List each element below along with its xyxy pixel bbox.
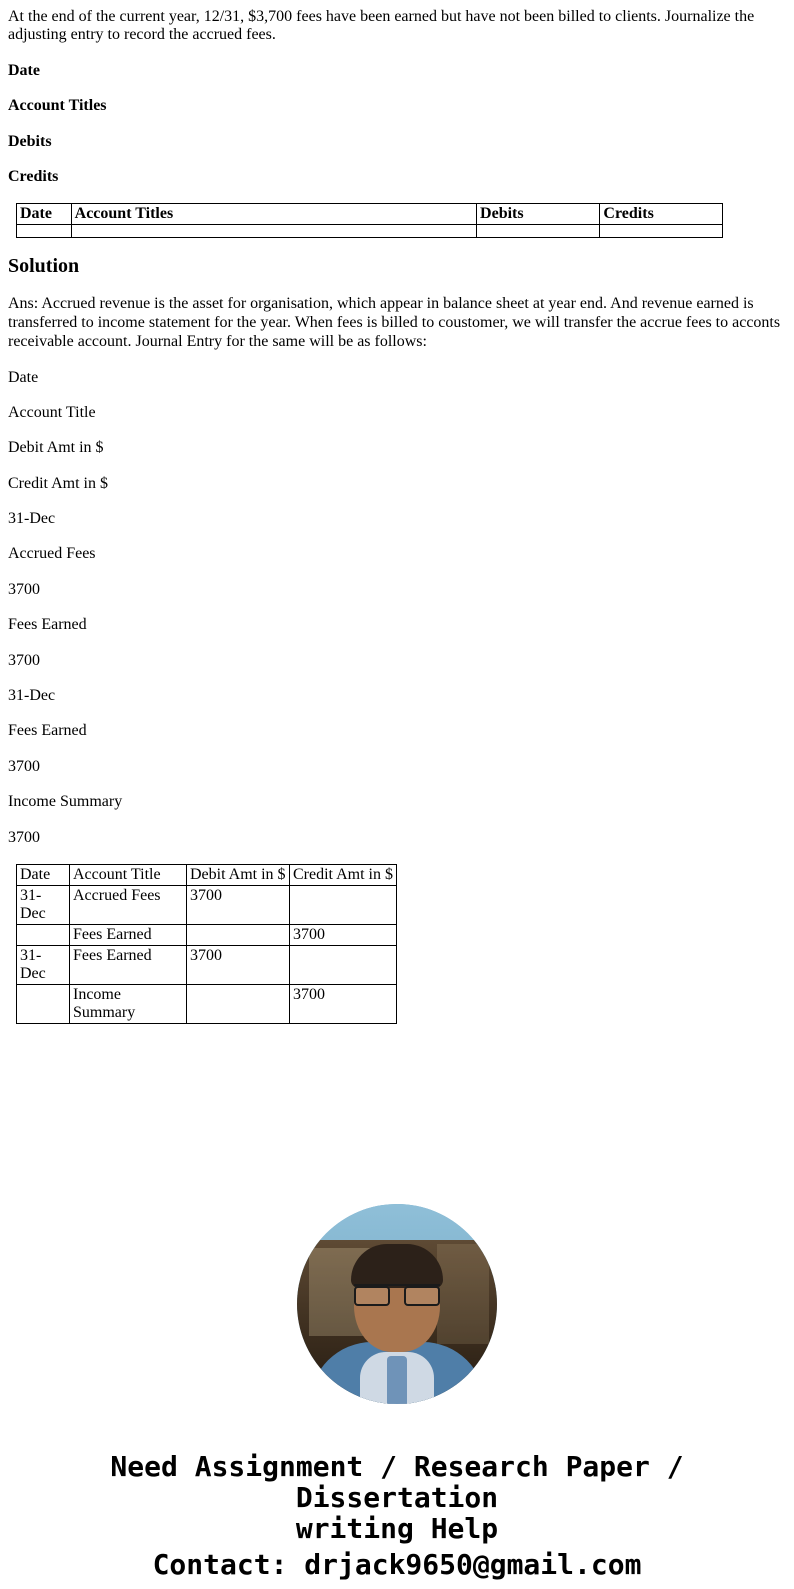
header-cell-credits: Credits bbox=[600, 204, 723, 225]
cell-date bbox=[17, 225, 72, 238]
solution-line-credit-amt: Credit Amt in $ bbox=[8, 474, 108, 492]
table-header-row bbox=[17, 864, 397, 885]
solution-line-accrued-fees: Accrued Fees bbox=[8, 545, 96, 563]
cell-account-title bbox=[71, 225, 476, 238]
solution-line-amount-1: 3700 bbox=[8, 580, 40, 598]
cell-credit: 3700 bbox=[290, 984, 397, 1023]
cell-credit bbox=[290, 945, 397, 984]
problem-statement: At the end of the current year, 12/31, $3,700 fees have been earned but have not been billed to clients. Journalize the adjusting entry to record the accrued fees. bbox=[8, 8, 755, 44]
header-cell-account-title: Account Title bbox=[70, 864, 187, 885]
header-cell-account-titles: Account Titles bbox=[71, 204, 476, 225]
cell-debit bbox=[477, 225, 600, 238]
solution-line-income-summary: Income Summary bbox=[8, 793, 123, 811]
cell-date: 31-Dec bbox=[17, 885, 70, 924]
solution-line-fees-earned-2: Fees Earned bbox=[8, 722, 87, 740]
table-row bbox=[17, 885, 397, 924]
label-debits: Debits bbox=[8, 132, 52, 150]
cell-debit bbox=[187, 984, 290, 1023]
journal-entry-table bbox=[16, 864, 397, 1024]
solution-line-date-1: 31-Dec bbox=[8, 510, 56, 528]
table-row bbox=[17, 225, 723, 238]
header-cell-date: Date bbox=[17, 204, 72, 225]
label-account-titles: Account Titles bbox=[8, 97, 107, 115]
solution-line-amount-4: 3700 bbox=[8, 828, 40, 846]
cell-date bbox=[17, 924, 70, 945]
cell-date: 31-Dec bbox=[17, 945, 70, 984]
cell-account-title: Fees Earned bbox=[70, 945, 187, 984]
blank-journal-table bbox=[16, 203, 723, 238]
solution-line-account-title: Account Title bbox=[8, 403, 96, 421]
solution-line-fees-earned-1: Fees Earned bbox=[8, 616, 87, 634]
promo-contact-line: Contact: drjack9650@gmail.com bbox=[152, 1548, 642, 1582]
header-cell-credit-amt: Credit Amt in $ bbox=[290, 864, 397, 885]
table-row bbox=[17, 945, 397, 984]
label-date: Date bbox=[8, 61, 40, 79]
solution-line-date-2: 31-Dec bbox=[8, 687, 56, 705]
cell-credit: 3700 bbox=[290, 924, 397, 945]
header-cell-debits: Debits bbox=[477, 204, 600, 225]
cell-credit bbox=[600, 225, 723, 238]
promo-line-1: Need Assignment / Research Paper / Dissertation bbox=[110, 1449, 684, 1514]
header-cell-date: Date bbox=[17, 864, 70, 885]
solution-answer-text: Ans: Accrued revenue is the asset for organisation, which appear in balance sheet at year end. And revenue earned is transferred to income statement for the year. When fees is billed to coustomer, we will transfer the accrue fees to acconts receivable account. Journal Entry for the same will be as follows: bbox=[8, 295, 781, 350]
promo-footer bbox=[8, 1204, 786, 1581]
cell-debit: 3700 bbox=[187, 945, 290, 984]
cell-account-title: Income Summary bbox=[70, 984, 187, 1023]
table-row bbox=[17, 984, 397, 1023]
avatar-tie bbox=[387, 1356, 407, 1404]
solution-line-debit-amt: Debit Amt in $ bbox=[8, 439, 104, 457]
label-credits: Credits bbox=[8, 167, 59, 185]
table-header-row bbox=[17, 204, 723, 225]
cell-debit: 3700 bbox=[187, 885, 290, 924]
cell-debit bbox=[187, 924, 290, 945]
avatar-wrapper bbox=[8, 1204, 786, 1404]
cell-account-title: Accrued Fees bbox=[70, 885, 187, 924]
avatar-glasses bbox=[354, 1284, 440, 1304]
table-row bbox=[17, 924, 397, 945]
cell-date bbox=[17, 984, 70, 1023]
cell-credit bbox=[290, 885, 397, 924]
header-cell-debit-amt: Debit Amt in $ bbox=[187, 864, 290, 885]
cell-account-title: Fees Earned bbox=[70, 924, 187, 945]
solution-line-date: Date bbox=[8, 368, 39, 386]
solution-heading: Solution bbox=[8, 255, 80, 278]
solution-line-amount-3: 3700 bbox=[8, 757, 40, 775]
avatar bbox=[297, 1204, 497, 1404]
promo-line-2: writing Help bbox=[295, 1511, 499, 1545]
avatar-background-highlight-right bbox=[437, 1244, 489, 1344]
solution-line-amount-2: 3700 bbox=[8, 651, 40, 669]
